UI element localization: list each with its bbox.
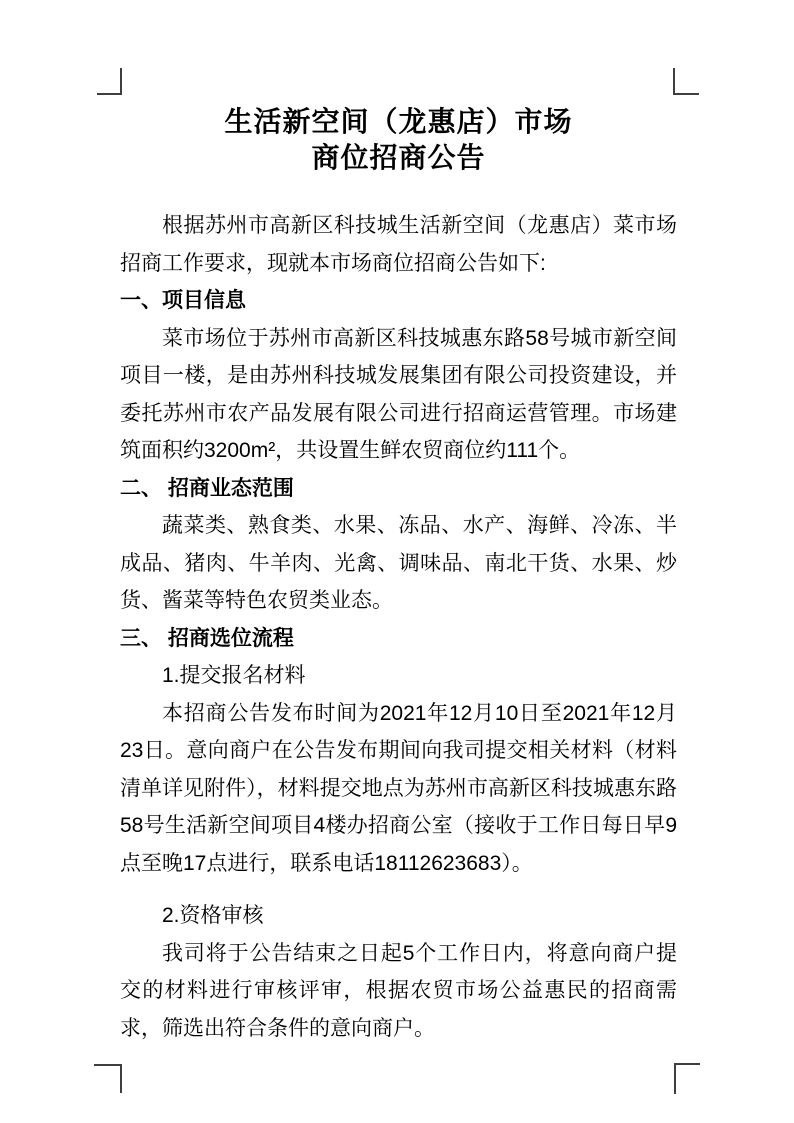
step-2-title: 2.资格审核: [162, 904, 264, 927]
document-content: [120, 96, 677, 1047]
step-1-title: 1.提交报名材料: [162, 664, 306, 687]
section-1-paragraph: 菜市场位于苏州市高新区科技城惠东路58号城市新空间项目一楼，是由苏州科技城发展集团有限公司投资建设，并委托苏州市农产品发展有限公司进行招商运营管理。市场建筑面积约3200m²，共设置生鲜农贸商位约111个。: [120, 326, 677, 462]
section-2-heading: 二、 招商业态范围: [120, 476, 294, 500]
step-2-paragraph: 我司将于公告结束之日起5个工作日内，将意向商户提交的材料进行审核评审，根据农贸市场公益惠民的招商需求，筛选出符合条件的意向商户。: [120, 941, 677, 1040]
section-1-heading: 一、项目信息: [120, 289, 246, 312]
step-1-paragraph: 本招商公告发布时间为2021年12月10日至2021年12月23日。意向商户在公告发布期间向我司提交相关材料（材料清单详见附件），材料提交地点为苏州市高新区科技城惠东路58号生活新空间项目4楼办招商公室（接收于工作日每日早9点至晚17点进行，联系电话18112623683）。: [120, 701, 677, 875]
section-3-heading: 三、 招商选位流程: [120, 626, 294, 650]
title-line-2: 商位招商公告: [311, 142, 486, 173]
text-boundary-mark-bottom-right: [674, 1063, 700, 1094]
title-line-1: 生活新空间（龙惠店）市场: [224, 106, 573, 137]
text-boundary-mark-top-left: [97, 68, 122, 95]
text-boundary-mark-bottom-left: [94, 1064, 122, 1093]
intro-paragraph: 根据苏州市高新区科技城生活新空间（龙惠店）菜市场招商工作要求，现就本市场商位招商公告如下:: [120, 214, 677, 275]
document-body: [120, 207, 677, 1047]
document-title: [120, 104, 677, 176]
text-boundary-mark-top-right: [673, 68, 699, 95]
section-2-paragraph: 蔬菜类、熟食类、水果、冻品、水产、海鲜、冷冻、半成品、猪肉、牛羊肉、光禽、调味品、南北干货、水果、炒货、酱菜等特色农贸类业态。: [120, 514, 677, 612]
